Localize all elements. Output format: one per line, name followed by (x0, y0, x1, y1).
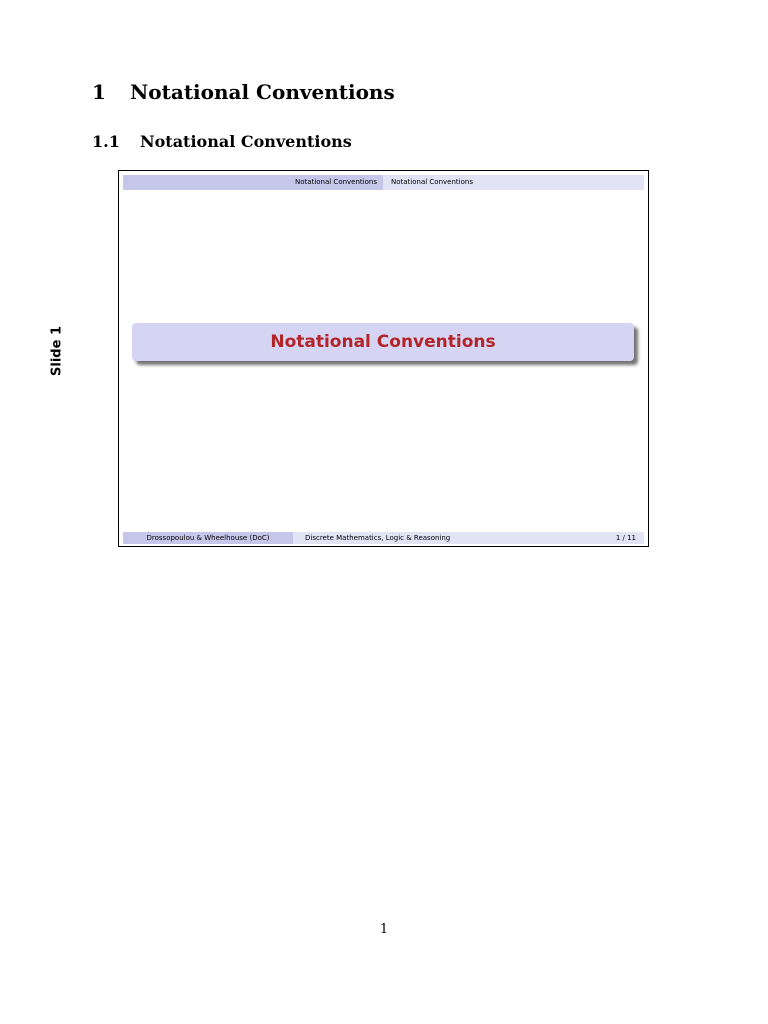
slide-footline (123, 532, 644, 544)
slide-label: Slide 1 (49, 326, 65, 376)
headline-section: Notational Conventions (123, 175, 383, 190)
section-number: 1 (92, 80, 106, 104)
section-heading (92, 80, 395, 104)
slide-title-box (132, 323, 634, 361)
footline-course-bar (293, 532, 644, 544)
subsection-heading (92, 132, 352, 151)
subsection-title: Notational Conventions (140, 132, 352, 151)
footline-author: Drossopoulou & Wheelhouse (DoC) (123, 532, 293, 544)
footline-course: Discrete Mathematics, Logic & Reasoning (305, 534, 451, 542)
subsection-number: 1.1 (92, 132, 120, 151)
slide-title: Notational Conventions (270, 332, 496, 352)
section-title: Notational Conventions (130, 80, 395, 104)
page-number: 1 (379, 922, 389, 937)
headline-subsection: Notational Conventions (383, 175, 644, 190)
slide-frame (118, 170, 649, 547)
footline-page: 1 / 11 (615, 534, 636, 542)
slide-headline (123, 175, 644, 190)
